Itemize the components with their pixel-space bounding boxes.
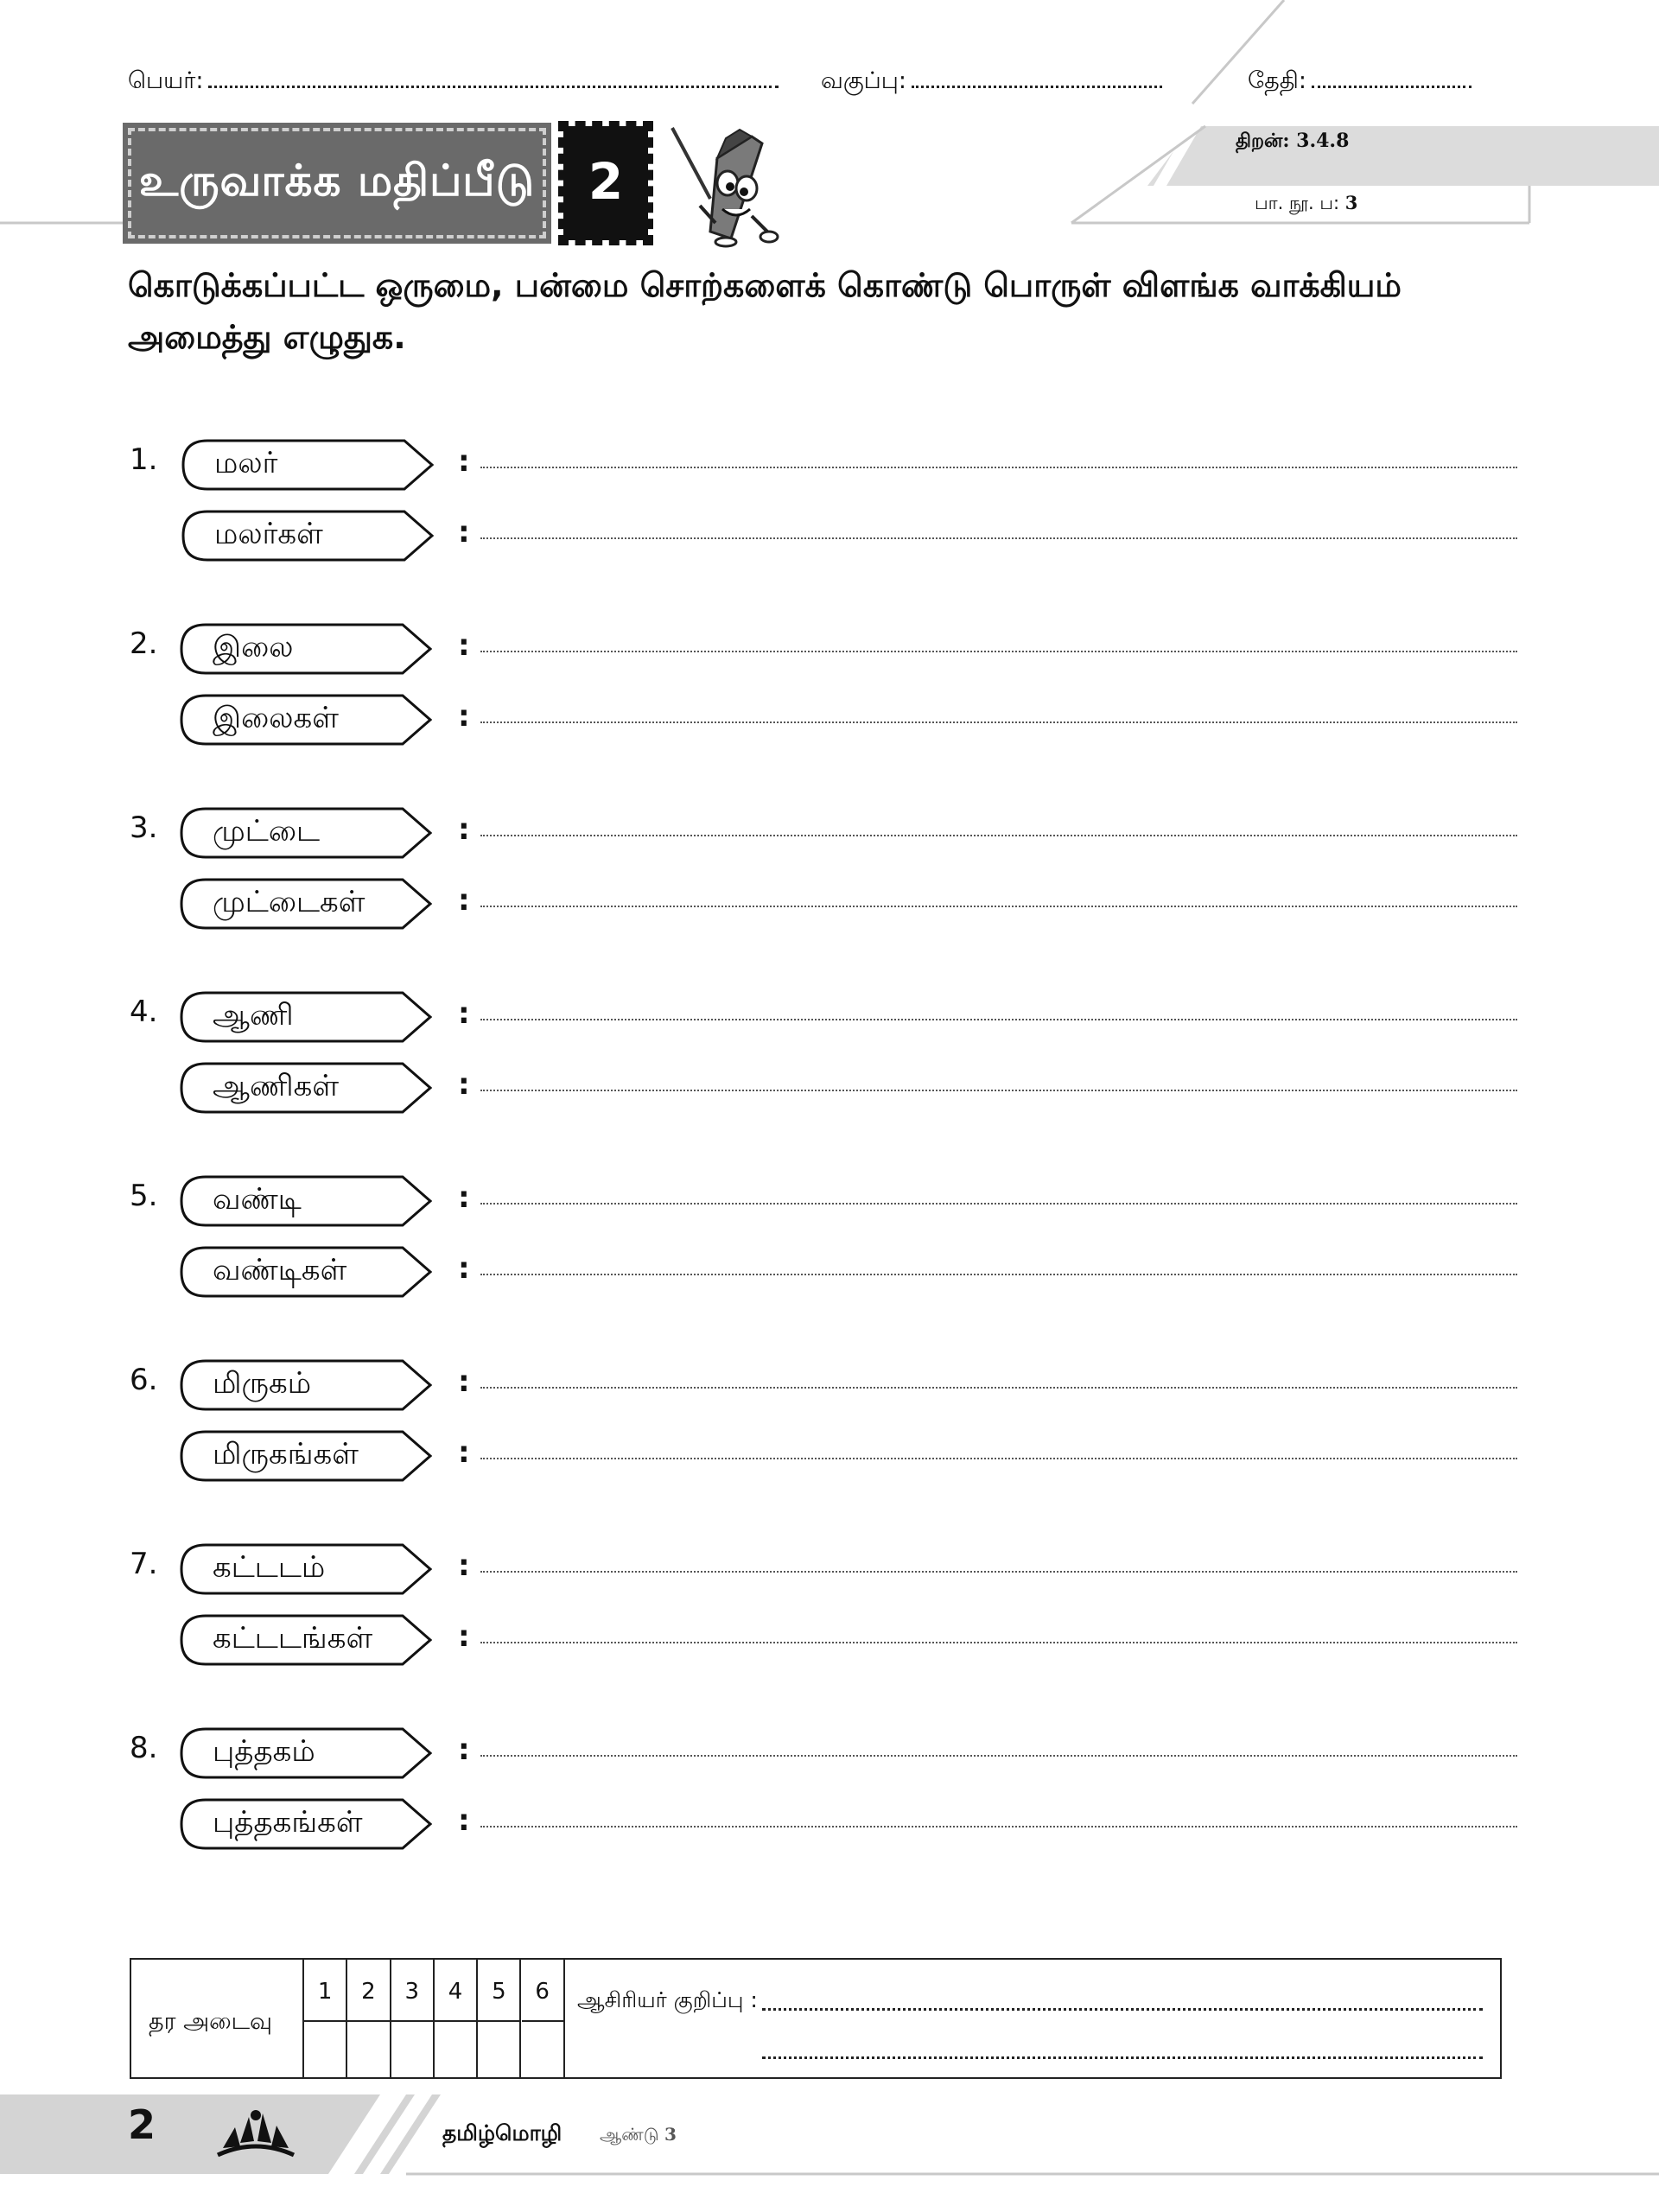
answer-colon: :	[458, 1364, 470, 1399]
answer-colon: :	[458, 1619, 470, 1654]
grade-level-checkbox[interactable]	[435, 2022, 478, 2077]
plural-word: கட்டடங்கள்	[213, 1621, 373, 1656]
date-field[interactable]	[1248, 67, 1471, 98]
plural-word-tag	[180, 694, 430, 744]
question-number: 8.	[130, 1731, 158, 1765]
plural-answer-line[interactable]	[480, 721, 1517, 723]
plural-word: இலைகள்	[213, 701, 339, 735]
answer-colon: :	[458, 1732, 470, 1767]
answer-colon: :	[458, 515, 470, 550]
plural-word: புத்தகங்கள்	[213, 1805, 363, 1840]
singular-word: வண்டி	[213, 1182, 302, 1217]
singular-answer-line[interactable]	[480, 835, 1517, 836]
grade-level-checkbox[interactable]	[347, 2022, 391, 2077]
grade-level-checkbox[interactable]	[522, 2022, 565, 2077]
textbook-reference	[1255, 192, 1357, 216]
singular-answer-line[interactable]	[480, 467, 1517, 468]
plural-word-tag	[180, 1614, 430, 1664]
teacher-note-line-2[interactable]	[762, 2056, 1483, 2059]
footer-year	[600, 2124, 677, 2147]
plural-word-tag	[180, 1246, 430, 1296]
footer-subject: தமிழ்மொழி	[442, 2120, 563, 2145]
singular-answer-line[interactable]	[480, 1387, 1517, 1389]
grade-level-header: 5	[478, 1960, 521, 2022]
answer-colon: :	[458, 1067, 470, 1102]
grade-level-header: 4	[435, 1960, 478, 2022]
page-number: 2	[128, 2101, 156, 2148]
textbook-label: பா. நூ. ப:	[1255, 193, 1340, 213]
singular-answer-line[interactable]	[480, 1755, 1517, 1757]
answer-colon: :	[458, 444, 470, 479]
singular-word: புத்தகம்	[213, 1734, 315, 1769]
answer-colon: :	[458, 883, 470, 918]
question-number: 7.	[130, 1547, 158, 1581]
plural-answer-line[interactable]	[480, 1274, 1517, 1275]
plural-answer-line[interactable]	[480, 1642, 1517, 1643]
plural-word-tag	[181, 510, 432, 560]
grade-level-header: 2	[347, 1960, 391, 2022]
plural-answer-line[interactable]	[480, 537, 1517, 539]
plural-word: மலர்கள்	[214, 517, 323, 551]
plural-word: மிருகங்கள்	[213, 1437, 359, 1471]
answer-colon: :	[458, 1251, 470, 1286]
singular-word-tag	[180, 1543, 430, 1593]
date-blank[interactable]	[1312, 77, 1471, 88]
name-label: பெயர்:	[128, 67, 204, 94]
class-blank[interactable]	[912, 77, 1162, 88]
class-field[interactable]	[821, 67, 1162, 98]
singular-word: முட்டை	[213, 814, 321, 849]
grade-level-header: 1	[304, 1960, 347, 2022]
plural-answer-line[interactable]	[480, 1090, 1517, 1091]
answer-colon: :	[458, 628, 470, 663]
answer-colon: :	[458, 1435, 470, 1470]
singular-answer-line[interactable]	[480, 651, 1517, 652]
book-logo-icon	[214, 2108, 297, 2160]
answer-colon: :	[458, 1803, 470, 1838]
singular-answer-line[interactable]	[480, 1203, 1517, 1205]
grade-label: தர அடைவு	[149, 2008, 273, 2035]
singular-answer-line[interactable]	[480, 1571, 1517, 1573]
question-number: 5.	[130, 1179, 158, 1213]
singular-word-tag	[180, 623, 430, 673]
plural-answer-line[interactable]	[480, 1458, 1517, 1459]
singular-word-tag	[180, 1175, 430, 1225]
grade-label-cell	[131, 1960, 304, 2077]
question-number: 6.	[130, 1363, 158, 1397]
answer-colon: :	[458, 812, 470, 847]
grade-level-header: 3	[391, 1960, 435, 2022]
footer-year-label: ஆண்டு	[600, 2124, 659, 2145]
question-number: 1.	[130, 442, 158, 477]
singular-word-tag	[180, 991, 430, 1041]
skill-code	[1236, 130, 1349, 155]
pencil-mascot-icon	[665, 119, 795, 249]
plural-word-tag	[180, 878, 430, 928]
singular-word: மிருகம்	[213, 1366, 312, 1401]
teacher-note-line-1[interactable]	[762, 2008, 1483, 2011]
singular-word: இலை	[213, 630, 294, 664]
class-label: வகுப்பு:	[821, 67, 906, 94]
answer-colon: :	[458, 996, 470, 1031]
grade-level-checkbox[interactable]	[304, 2022, 347, 2077]
singular-word-tag	[180, 807, 430, 857]
footer-year-value: 3	[664, 2124, 677, 2145]
plural-answer-line[interactable]	[480, 1826, 1517, 1827]
assessment-number: 2	[588, 152, 624, 211]
plural-word: வண்டிகள்	[213, 1253, 347, 1287]
textbook-page: 3	[1344, 192, 1358, 213]
teacher-note-label: ஆசிரியர் குறிப்பு :	[577, 1987, 758, 2012]
grade-level-checkbox[interactable]	[391, 2022, 435, 2077]
singular-word-tag	[180, 1727, 430, 1777]
answer-colon: :	[458, 1180, 470, 1215]
singular-word-tag	[180, 1359, 430, 1409]
teacher-note-cell[interactable]	[565, 1960, 1500, 2077]
question-number: 3.	[130, 810, 158, 845]
answer-colon: :	[458, 699, 470, 734]
assessment-title-banner	[128, 128, 546, 238]
singular-word: மலர்	[214, 446, 278, 480]
singular-word: ஆணி	[213, 998, 294, 1033]
plural-word-tag	[180, 1430, 430, 1480]
plural-word-tag	[180, 1798, 430, 1848]
singular-answer-line[interactable]	[480, 1019, 1517, 1020]
name-field[interactable]	[128, 67, 779, 98]
question-number: 2.	[130, 626, 158, 661]
plural-word: ஆணிகள்	[213, 1069, 339, 1103]
date-label: தேதி:	[1248, 67, 1306, 94]
assessment-number-badge	[563, 126, 648, 240]
grading-table	[130, 1958, 1502, 2079]
singular-word: கட்டடம்	[213, 1550, 326, 1585]
skill-value: 3.4.8	[1296, 130, 1350, 152]
grade-level-checkbox[interactable]	[478, 2022, 521, 2077]
skill-label: திறன்:	[1236, 130, 1290, 152]
grade-level-header: 6	[522, 1960, 565, 2022]
answer-colon: :	[458, 1548, 470, 1583]
plural-answer-line[interactable]	[480, 906, 1517, 907]
plural-word-tag	[180, 1062, 430, 1112]
question-number: 4.	[130, 995, 158, 1029]
name-blank[interactable]	[208, 77, 779, 88]
assessment-title: உருவாக்க மதிப்பீடு	[138, 156, 536, 206]
instruction-text: கொடுக்கப்பட்ட ஒருமை, பன்மை சொற்களைக் கொண்டு பொருள் விளங்க வாக்கியம் அமைத்து எழுதுக.	[128, 266, 1402, 356]
singular-word-tag	[181, 439, 432, 489]
plural-word: முட்டைகள்	[213, 885, 365, 919]
